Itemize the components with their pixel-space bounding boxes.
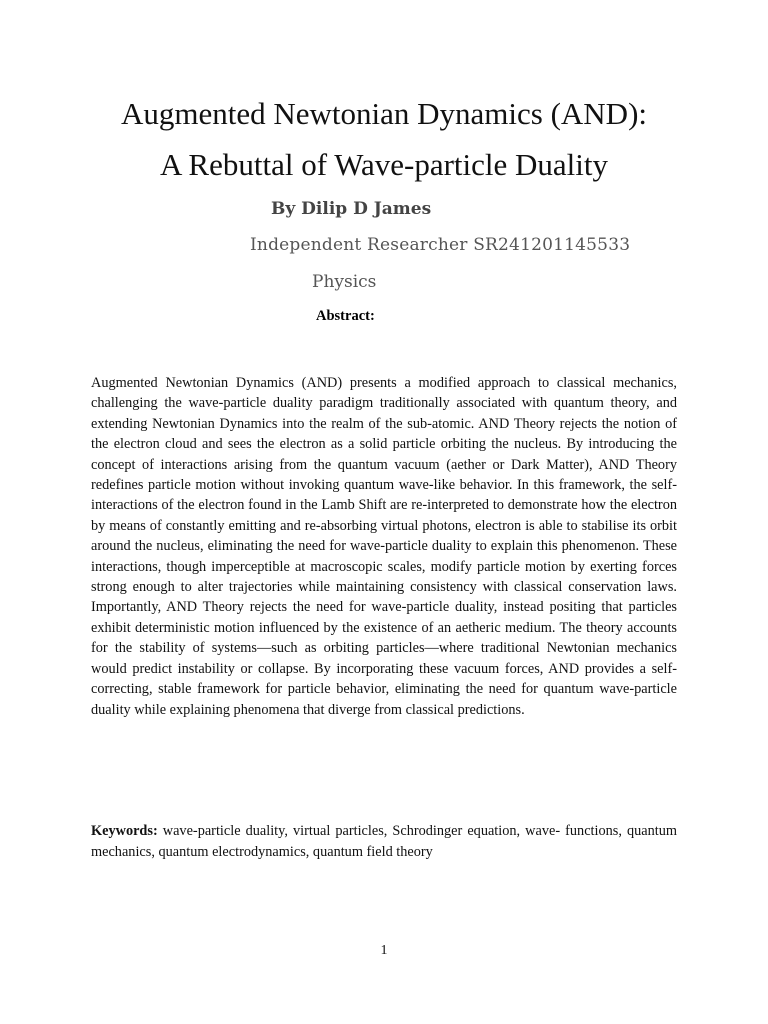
keywords-list: wave-particle duality, virtual particles, Schrodinger equation, wave- functions, quantum mechanics, quantum electrodynamics, quantum field theory <box>91 823 677 860</box>
author-affiliation: Independent Researcher SR241201145533 <box>250 235 631 255</box>
abstract-body: Augmented Newtonian Dynamics (AND) presents a modified approach to classical mechanics, challenging the wave-particle duality paradigm traditionally associated with quantum theory, and extending Newtonian Dynamics into the realm of the sub-atomic. AND Theory rejects the notion of the electron cloud and sees the electron as a solid particle orbiting the nucleus. By introducing the concept of interactions arising from the quantum vacuum (aether or Dark Matter), AND Theory redefines particle motion without invoking quantum wave-like behavior. In this framework, the self-interactions of the electron found in the Lamb Shift are re-interpreted to demonstrate how the electron by means of constantly emitting and re-absorbing virtual photons, electron is able to stabilise its orbit around the nucleus, eliminating the need for wave-particle duality to explain this phenomenon. These interactions, though imperceptible at macroscopic scales, modify particle motion by exerting forces strong enough to alter trajectories while maintaining consistency with classical conservation laws. Importantly, AND Theory rejects the need for wave-particle duality, instead positing that particles exhibit deterministic motion influenced by the existence of an aetheric medium. The theory accounts for the stability of systems—such as orbiting particles—where traditional Newtonian mechanics would predict instability or collapse. By incorporating these vacuum forces, AND provides a self-correcting, stable framework for particle behavior, eliminating the need for quantum wave-particle duality while explaining phenomena that diverge from classical predictions. <box>91 375 677 718</box>
subject-field: Physics <box>312 272 377 292</box>
paper-title-line-2: A Rebuttal of Wave-particle Duality <box>159 147 609 182</box>
keywords-paragraph <box>91 821 677 862</box>
page-number: 1 <box>380 943 388 958</box>
keywords-label: Keywords: <box>91 823 158 839</box>
paper-title-line-1: Augmented Newtonian Dynamics (AND): <box>120 96 648 131</box>
abstract-heading: Abstract: <box>316 308 375 324</box>
author-byline: By Dilip D James <box>271 199 432 219</box>
